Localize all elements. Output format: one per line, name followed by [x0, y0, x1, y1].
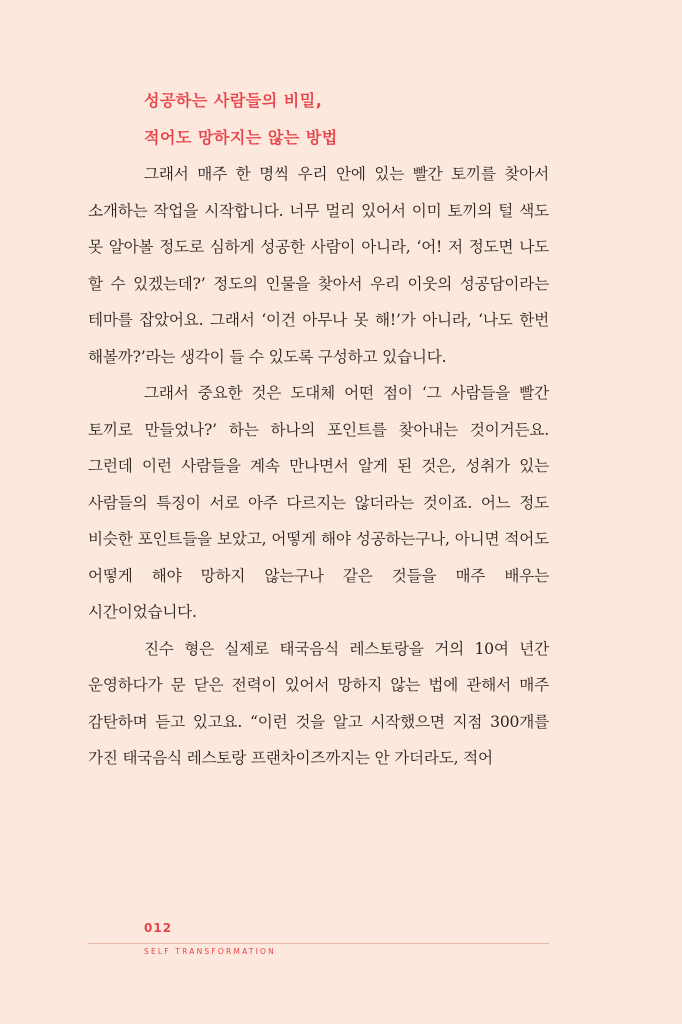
series-name: SELF TRANSFORMATION	[144, 947, 276, 956]
paragraph-1: 그래서 매주 한 명씩 우리 안에 있는 빨간 토끼를 찾아서 소개하는 작업을 시작합니다. 너무 멀리 있어서 이미 토끼의 털 색도 못 알아볼 정도로 심하게 성공한 사람이 아니라, ‘어! 저 정도면 나도 할 수 있겠는데?’ 정도의 인물을 찾아서 우리 이웃의 성공담이라는 테마를 잡았어요. 그래서 ‘이건 아무나 못 해!’가 아니라, ‘나도 한번 해볼까?’라는 생각이 들 수 있도록 구성하고 있습니다.	[88, 165, 549, 366]
paragraph-3: 진수 형은 실제로 태국음식 레스토랑을 거의 10여 년간 운영하다가 문 닫은 전력이 있어서 망하지 않는 법에 관해서 매주 감탄하며 듣고 있고요. “이런 것을 알고 시작했으면 지점 300개를 가진 태국음식 레스토랑 프랜차이즈까지는 안 가더라도, 적어	[88, 639, 549, 767]
footer-divider	[88, 943, 549, 944]
section-heading	[88, 82, 549, 156]
page-footer	[88, 918, 549, 956]
section-heading-line-1: 성공하는 사람들의 비밀,	[144, 91, 323, 110]
section-heading-line-2: 적어도 망하지는 않는 방법	[144, 128, 338, 147]
paragraph-2: 그래서 중요한 것은 도대체 어떤 점이 ‘그 사람들을 빨간 토끼로 만들었나?’ 하는 하나의 포인트를 찾아내는 것이거든요. 그런데 이런 사람들을 계속 만나면서 알게 된 것은, 성취가 있는 사람들의 특징이 서로 아주 다르지는 않더라는 것이죠. 어느 정도 비슷한 포인트들을 보았고, 어떻게 해야 성공하는구나, 아니면 적어도 어떻게 해야 망하지 않는구나 같은 것들을 매주 배우는 시간이었습니다.	[88, 384, 549, 621]
page-content	[88, 82, 549, 777]
page-number: 012	[144, 921, 173, 935]
body-text	[88, 156, 549, 777]
